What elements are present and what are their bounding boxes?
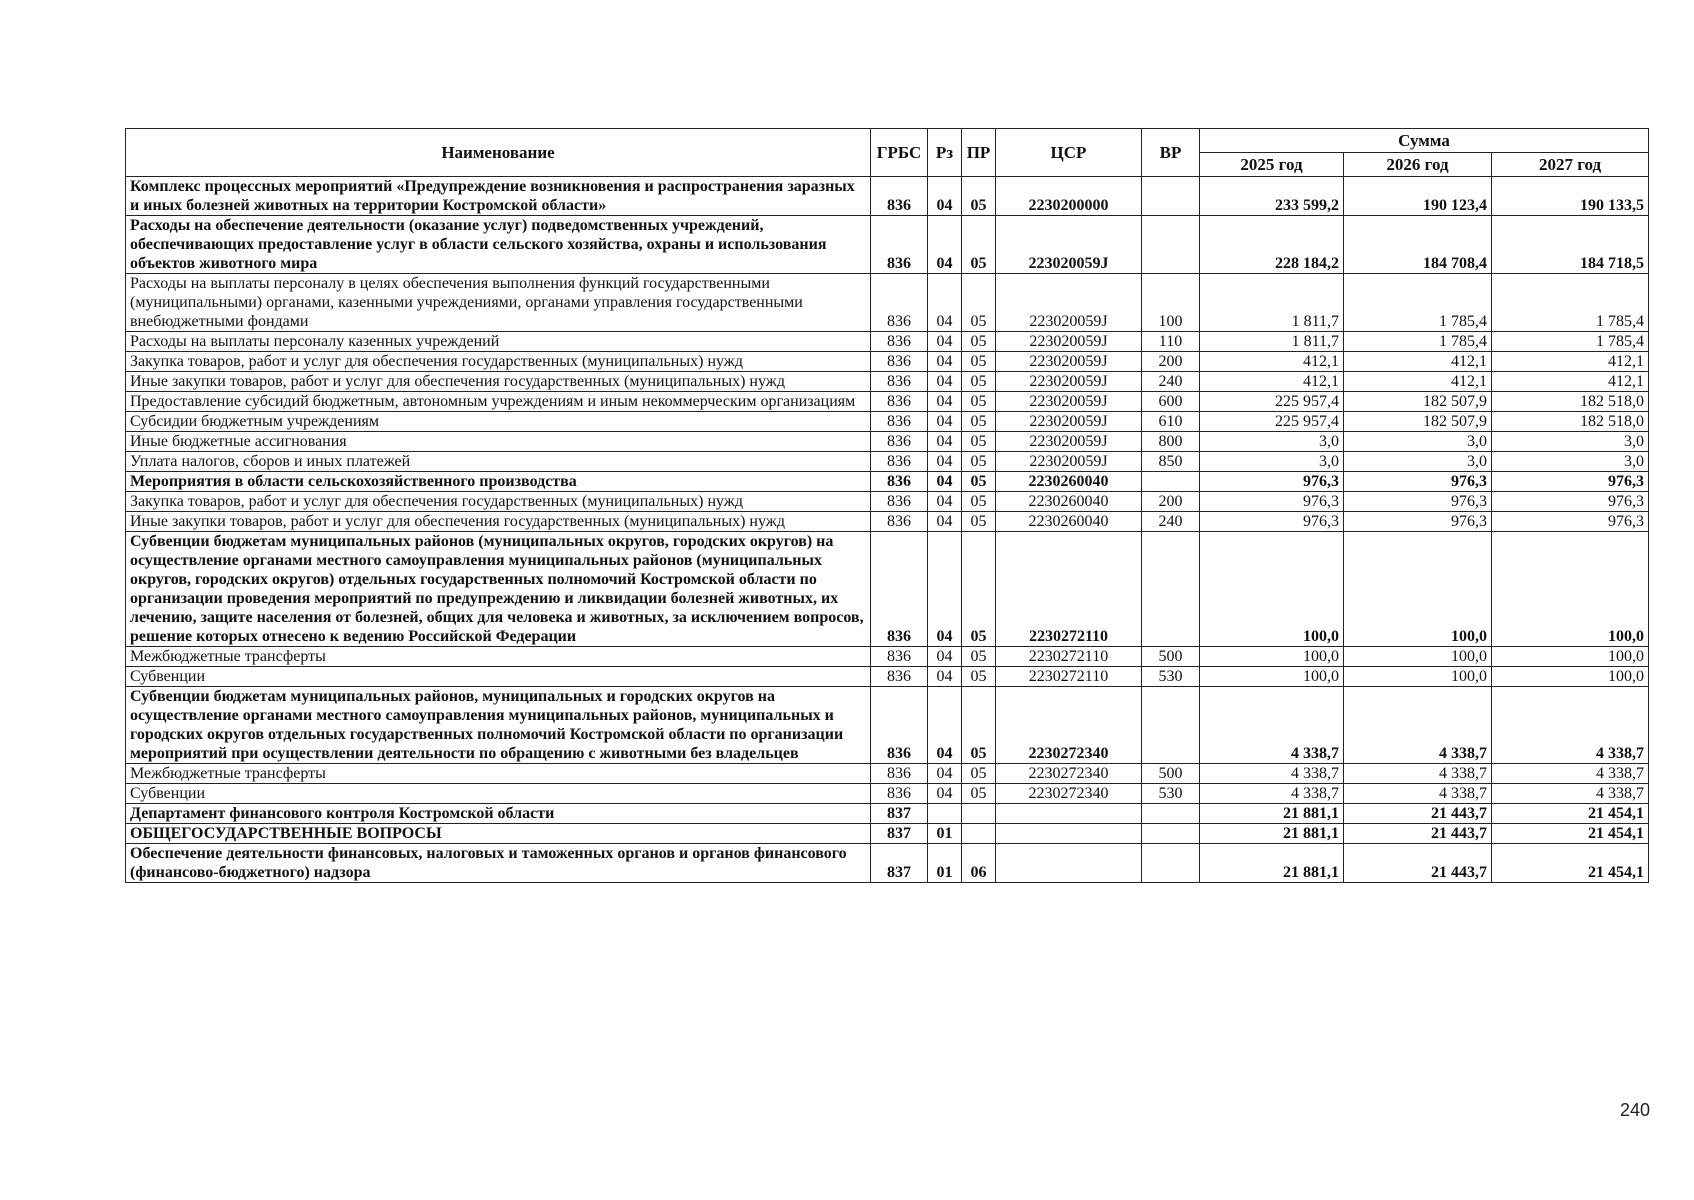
header-grbs: ГРБС (871, 129, 928, 177)
cell-pr: 05 (962, 687, 996, 764)
header-csr: ЦСР (996, 129, 1142, 177)
cell-vr (1142, 532, 1200, 647)
cell-rz: 04 (928, 647, 962, 667)
cell-pr: 05 (962, 472, 996, 492)
cell-sum-2025: 976,3 (1200, 472, 1344, 492)
cell-sum-2026: 100,0 (1344, 667, 1492, 687)
cell-csr (996, 804, 1142, 824)
cell-name: Мероприятия в области сельскохозяйственного производства (126, 472, 871, 492)
cell-vr (1142, 177, 1200, 216)
cell-csr: 2230272110 (996, 532, 1142, 647)
cell-rz: 04 (928, 332, 962, 352)
cell-sum-2026: 100,0 (1344, 532, 1492, 647)
cell-sum-2027: 100,0 (1492, 532, 1649, 647)
cell-pr: 05 (962, 784, 996, 804)
table-body (126, 177, 1649, 883)
cell-sum-2027: 100,0 (1492, 647, 1649, 667)
cell-rz: 04 (928, 512, 962, 532)
cell-sum-2026: 184 708,4 (1344, 216, 1492, 274)
cell-sum-2026: 21 443,7 (1344, 824, 1492, 844)
cell-sum-2025: 233 599,2 (1200, 177, 1344, 216)
cell-sum-2027: 412,1 (1492, 352, 1649, 372)
cell-sum-2026: 100,0 (1344, 647, 1492, 667)
cell-sum-2026: 976,3 (1344, 472, 1492, 492)
cell-pr: 05 (962, 332, 996, 352)
cell-csr: 2230272110 (996, 647, 1142, 667)
cell-sum-2026: 4 338,7 (1344, 764, 1492, 784)
cell-csr: 223020059J (996, 274, 1142, 332)
cell-sum-2027: 1 785,4 (1492, 274, 1649, 332)
cell-vr: 500 (1142, 764, 1200, 784)
table-row (126, 392, 1649, 412)
cell-sum-2025: 100,0 (1200, 667, 1344, 687)
cell-vr: 610 (1142, 412, 1200, 432)
cell-grbs: 836 (871, 452, 928, 472)
cell-grbs: 836 (871, 432, 928, 452)
cell-csr: 223020059J (996, 332, 1142, 352)
cell-vr (1142, 804, 1200, 824)
cell-sum-2025: 228 184,2 (1200, 216, 1344, 274)
cell-grbs: 836 (871, 764, 928, 784)
table-row (126, 647, 1649, 667)
cell-name: Иные закупки товаров, работ и услуг для обеспечения государственных (муниципальных) нужд (126, 512, 871, 532)
cell-csr: 223020059J (996, 412, 1142, 432)
cell-csr: 2230260040 (996, 492, 1142, 512)
table-row (126, 804, 1649, 824)
cell-csr (996, 844, 1142, 883)
cell-vr: 500 (1142, 647, 1200, 667)
cell-grbs: 836 (871, 512, 928, 532)
cell-pr: 05 (962, 667, 996, 687)
cell-sum-2027: 4 338,7 (1492, 687, 1649, 764)
cell-csr: 223020059J (996, 352, 1142, 372)
cell-grbs: 836 (871, 412, 928, 432)
cell-grbs: 836 (871, 352, 928, 372)
table-row (126, 274, 1649, 332)
cell-pr: 05 (962, 452, 996, 472)
cell-csr (996, 824, 1142, 844)
cell-csr: 2230272340 (996, 687, 1142, 764)
cell-sum-2025: 225 957,4 (1200, 392, 1344, 412)
cell-name: Субвенции (126, 784, 871, 804)
cell-vr: 100 (1142, 274, 1200, 332)
cell-vr: 200 (1142, 352, 1200, 372)
cell-csr: 223020059J (996, 392, 1142, 412)
cell-rz: 04 (928, 392, 962, 412)
cell-csr: 223020059J (996, 216, 1142, 274)
cell-vr: 110 (1142, 332, 1200, 352)
cell-grbs: 837 (871, 804, 928, 824)
header-name: Наименование (126, 129, 871, 177)
cell-grbs: 836 (871, 216, 928, 274)
cell-sum-2026: 412,1 (1344, 372, 1492, 392)
cell-sum-2027: 100,0 (1492, 667, 1649, 687)
cell-sum-2025: 3,0 (1200, 432, 1344, 452)
cell-csr: 223020059J (996, 432, 1142, 452)
cell-grbs: 837 (871, 824, 928, 844)
table-row (126, 532, 1649, 647)
cell-sum-2025: 21 881,1 (1200, 804, 1344, 824)
cell-vr: 200 (1142, 492, 1200, 512)
cell-name: Межбюджетные трансферты (126, 647, 871, 667)
cell-name: Субвенции бюджетам муниципальных районов, муниципальных и городских округов на осуществление органами местного самоуправления муниципальных районов, муниципальных и городских округов отдельных государственных полномочий Костромской области по организации мероприятий при осуществлении деятельности по обращению с животными без владельцев (126, 687, 871, 764)
cell-sum-2027: 976,3 (1492, 492, 1649, 512)
cell-grbs: 836 (871, 274, 928, 332)
cell-name: Закупка товаров, работ и услуг для обеспечения государственных (муниципальных) нужд (126, 492, 871, 512)
table-row (126, 412, 1649, 432)
cell-sum-2025: 21 881,1 (1200, 824, 1344, 844)
cell-grbs: 836 (871, 177, 928, 216)
cell-name: Обеспечение деятельности финансовых, налоговых и таможенных органов и органов финансового (финансово-бюджетного) надзора (126, 844, 871, 883)
cell-rz: 04 (928, 216, 962, 274)
cell-csr: 2230272110 (996, 667, 1142, 687)
cell-pr: 05 (962, 412, 996, 432)
cell-grbs: 837 (871, 844, 928, 883)
table-row (126, 824, 1649, 844)
cell-rz (928, 804, 962, 824)
cell-rz: 04 (928, 177, 962, 216)
cell-sum-2025: 4 338,7 (1200, 764, 1344, 784)
cell-pr: 05 (962, 512, 996, 532)
cell-csr: 2230260040 (996, 472, 1142, 492)
cell-sum-2027: 1 785,4 (1492, 332, 1649, 352)
header-vr: ВР (1142, 129, 1200, 177)
cell-name: Расходы на выплаты персоналу казенных учреждений (126, 332, 871, 352)
cell-vr: 240 (1142, 512, 1200, 532)
header-year-2025: 2025 год (1200, 153, 1344, 177)
cell-vr: 600 (1142, 392, 1200, 412)
cell-sum-2026: 182 507,9 (1344, 392, 1492, 412)
cell-sum-2025: 3,0 (1200, 452, 1344, 472)
cell-grbs: 836 (871, 647, 928, 667)
cell-sum-2026: 1 785,4 (1344, 332, 1492, 352)
cell-rz: 01 (928, 824, 962, 844)
cell-sum-2025: 21 881,1 (1200, 844, 1344, 883)
cell-csr: 2230200000 (996, 177, 1142, 216)
budget-table (125, 128, 1649, 883)
header-pr: ПР (962, 129, 996, 177)
cell-sum-2026: 976,3 (1344, 512, 1492, 532)
cell-sum-2025: 1 811,7 (1200, 274, 1344, 332)
table-row (126, 432, 1649, 452)
cell-sum-2027: 4 338,7 (1492, 764, 1649, 784)
cell-pr: 05 (962, 216, 996, 274)
cell-grbs: 836 (871, 532, 928, 647)
cell-vr (1142, 687, 1200, 764)
cell-sum-2027: 3,0 (1492, 432, 1649, 452)
cell-rz: 04 (928, 492, 962, 512)
cell-sum-2025: 976,3 (1200, 492, 1344, 512)
table-row (126, 472, 1649, 492)
cell-sum-2026: 3,0 (1344, 452, 1492, 472)
cell-sum-2025: 412,1 (1200, 352, 1344, 372)
cell-csr: 2230260040 (996, 512, 1142, 532)
table-row (126, 452, 1649, 472)
cell-pr: 05 (962, 764, 996, 784)
cell-rz: 04 (928, 452, 962, 472)
cell-rz: 04 (928, 532, 962, 647)
cell-name: Закупка товаров, работ и услуг для обеспечения государственных (муниципальных) нужд (126, 352, 871, 372)
cell-sum-2027: 4 338,7 (1492, 784, 1649, 804)
cell-name: Департамент финансового контроля Костромской области (126, 804, 871, 824)
cell-rz: 04 (928, 667, 962, 687)
cell-grbs: 836 (871, 392, 928, 412)
cell-sum-2025: 976,3 (1200, 512, 1344, 532)
cell-sum-2026: 1 785,4 (1344, 274, 1492, 332)
cell-sum-2027: 182 518,0 (1492, 392, 1649, 412)
cell-sum-2027: 21 454,1 (1492, 824, 1649, 844)
cell-sum-2027: 21 454,1 (1492, 844, 1649, 883)
cell-rz: 04 (928, 274, 962, 332)
cell-sum-2025: 100,0 (1200, 647, 1344, 667)
cell-sum-2026: 190 123,4 (1344, 177, 1492, 216)
cell-sum-2025: 1 811,7 (1200, 332, 1344, 352)
cell-pr: 05 (962, 432, 996, 452)
cell-pr: 05 (962, 492, 996, 512)
cell-rz: 04 (928, 432, 962, 452)
table-row (126, 764, 1649, 784)
cell-sum-2026: 412,1 (1344, 352, 1492, 372)
cell-sum-2026: 3,0 (1344, 432, 1492, 452)
table-row (126, 667, 1649, 687)
cell-pr (962, 804, 996, 824)
cell-sum-2025: 4 338,7 (1200, 784, 1344, 804)
cell-rz: 04 (928, 472, 962, 492)
cell-name: Расходы на выплаты персоналу в целях обеспечения выполнения функций государственными (муниципальными) органами, казенными учреждениями, органами управления государственными внебюджетными фондами (126, 274, 871, 332)
cell-vr: 850 (1142, 452, 1200, 472)
cell-sum-2027: 976,3 (1492, 472, 1649, 492)
table-row (126, 492, 1649, 512)
cell-csr: 223020059J (996, 452, 1142, 472)
cell-sum-2027: 21 454,1 (1492, 804, 1649, 824)
cell-name: Субвенции (126, 667, 871, 687)
cell-grbs: 836 (871, 667, 928, 687)
cell-rz: 04 (928, 352, 962, 372)
cell-sum-2027: 184 718,5 (1492, 216, 1649, 274)
cell-csr: 2230272340 (996, 784, 1142, 804)
cell-name: Иные закупки товаров, работ и услуг для обеспечения государственных (муниципальных) нужд (126, 372, 871, 392)
cell-sum-2026: 182 507,9 (1344, 412, 1492, 432)
table-header (126, 129, 1649, 177)
table-row (126, 177, 1649, 216)
cell-pr: 05 (962, 372, 996, 392)
header-sum: Сумма (1200, 129, 1649, 153)
cell-sum-2025: 100,0 (1200, 532, 1344, 647)
cell-sum-2026: 4 338,7 (1344, 687, 1492, 764)
table-row (126, 352, 1649, 372)
table-row (126, 372, 1649, 392)
cell-grbs: 836 (871, 372, 928, 392)
cell-vr: 530 (1142, 784, 1200, 804)
header-year-2027: 2027 год (1492, 153, 1649, 177)
header-year-2026: 2026 год (1344, 153, 1492, 177)
cell-grbs: 836 (871, 687, 928, 764)
cell-vr: 530 (1142, 667, 1200, 687)
cell-rz: 04 (928, 784, 962, 804)
cell-name: Межбюджетные трансферты (126, 764, 871, 784)
cell-grbs: 836 (871, 492, 928, 512)
cell-rz: 04 (928, 687, 962, 764)
table-row (126, 512, 1649, 532)
cell-name: Субсидии бюджетным учреждениям (126, 412, 871, 432)
table-row (126, 332, 1649, 352)
cell-name: ОБЩЕГОСУДАРСТВЕННЫЕ ВОПРОСЫ (126, 824, 871, 844)
cell-sum-2025: 225 957,4 (1200, 412, 1344, 432)
cell-name: Комплекс процессных мероприятий «Предупреждение возникновения и распространения заразных и иных болезней животных на территории Костромской области» (126, 177, 871, 216)
cell-vr (1142, 472, 1200, 492)
page-number: 240 (1619, 1100, 1650, 1120)
cell-vr: 240 (1142, 372, 1200, 392)
cell-vr: 800 (1142, 432, 1200, 452)
cell-rz: 04 (928, 412, 962, 432)
header-rz: Рз (928, 129, 962, 177)
cell-vr (1142, 824, 1200, 844)
cell-grbs: 836 (871, 332, 928, 352)
table-row (126, 687, 1649, 764)
cell-name: Уплата налогов, сборов и иных платежей (126, 452, 871, 472)
cell-name: Расходы на обеспечение деятельности (оказание услуг) подведомственных учреждений, обеспечивающих предоставление услуг в области сельского хозяйства, охраны и использования объектов животного мира (126, 216, 871, 274)
cell-sum-2027: 182 518,0 (1492, 412, 1649, 432)
cell-name: Субвенции бюджетам муниципальных районов (муниципальных округов, городских округов) на осуществление органами местного самоуправления муниципальных районов (муниципальных округов, городских округов) отдельных государственных полномочий Костромской области по организации проведения мероприятий по предупреждению и ликвидации болезней животных, их лечению, защите населения от болезней, общих для человека и животных, за исключением вопросов, решение которых отнесено к ведению Российской Федерации (126, 532, 871, 647)
cell-pr: 05 (962, 392, 996, 412)
cell-vr (1142, 844, 1200, 883)
cell-vr (1142, 216, 1200, 274)
cell-sum-2026: 4 338,7 (1344, 784, 1492, 804)
cell-pr: 06 (962, 844, 996, 883)
cell-name: Иные бюджетные ассигнования (126, 432, 871, 452)
cell-sum-2027: 412,1 (1492, 372, 1649, 392)
cell-csr: 223020059J (996, 372, 1142, 392)
cell-pr: 05 (962, 177, 996, 216)
cell-sum-2026: 976,3 (1344, 492, 1492, 512)
cell-rz: 01 (928, 844, 962, 883)
cell-sum-2026: 21 443,7 (1344, 804, 1492, 824)
cell-pr: 05 (962, 647, 996, 667)
cell-csr: 2230272340 (996, 764, 1142, 784)
table-row (126, 784, 1649, 804)
cell-sum-2026: 21 443,7 (1344, 844, 1492, 883)
cell-name: Предоставление субсидий бюджетным, автономным учреждениям и иным некоммерческим организациям (126, 392, 871, 412)
cell-rz: 04 (928, 764, 962, 784)
table-row (126, 844, 1649, 883)
cell-sum-2027: 190 133,5 (1492, 177, 1649, 216)
cell-pr (962, 824, 996, 844)
cell-grbs: 836 (871, 472, 928, 492)
cell-sum-2027: 976,3 (1492, 512, 1649, 532)
cell-pr: 05 (962, 274, 996, 332)
cell-sum-2025: 4 338,7 (1200, 687, 1344, 764)
cell-sum-2027: 3,0 (1492, 452, 1649, 472)
table-row (126, 216, 1649, 274)
cell-pr: 05 (962, 532, 996, 647)
cell-grbs: 836 (871, 784, 928, 804)
cell-rz: 04 (928, 372, 962, 392)
cell-pr: 05 (962, 352, 996, 372)
cell-sum-2025: 412,1 (1200, 372, 1344, 392)
